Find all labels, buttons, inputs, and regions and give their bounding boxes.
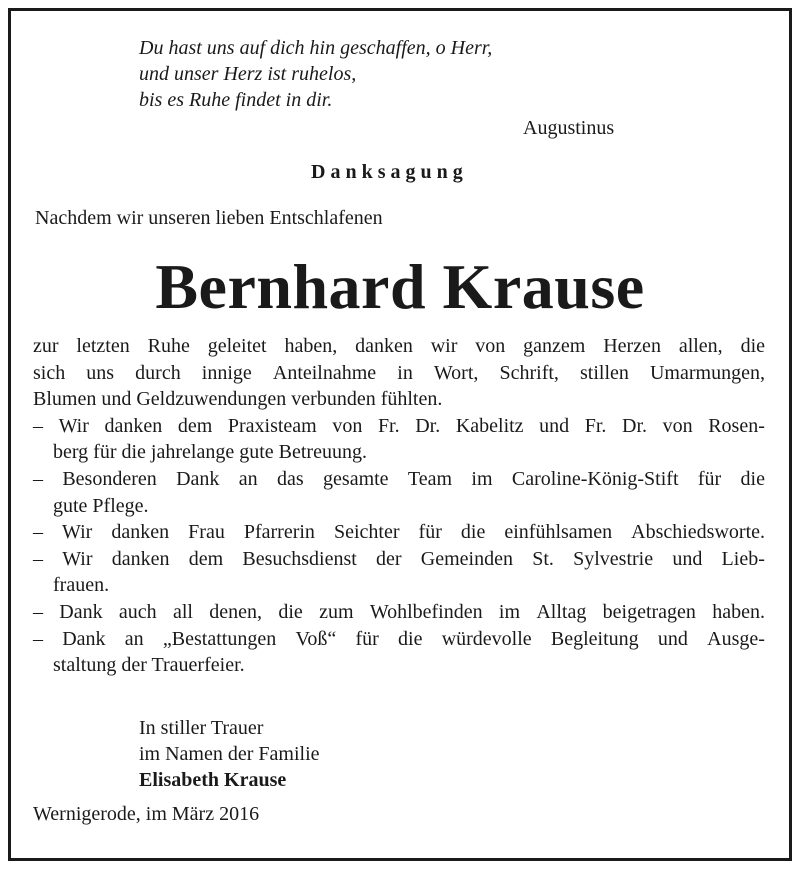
- closing-line-1: In stiller Trauer: [139, 717, 264, 739]
- deceased-name: Bernhard Krause: [155, 251, 645, 322]
- intro-text: Nachdem wir unseren lieben Entschlafenen: [35, 207, 383, 229]
- body-line: – Dank auch all denen, die zum Wohlbefinden im Alltag beigetragen haben.: [33, 600, 765, 623]
- body-line: staltung der Trauerfeier.: [53, 654, 245, 677]
- body-line: – Dank an „Bestattungen Voß“ für die würdevolle Begleitung und Ausge-: [33, 627, 765, 650]
- quote-author: Augustinus: [523, 117, 615, 139]
- quote-line-2: und unser Herz ist ruhelos,: [139, 63, 357, 85]
- body-line: – Wir danken dem Besuchsdienst der Gemeinden St. Sylvestrie und Lieb-: [33, 547, 765, 570]
- quote-line-1: Du hast uns auf dich hin geschaffen, o Herr,: [139, 37, 493, 59]
- closing-block: [139, 715, 320, 793]
- body-line: sich uns durch innige Anteilnahme in Wort, Schrift, stillen Umarmungen,: [33, 361, 765, 384]
- body-line: – Besonderen Dank an das gesamte Team im Caroline-König-Stift für die: [33, 467, 765, 490]
- body-line: zur letzten Ruhe geleitet haben, danken wir von ganzem Herzen allen, die: [33, 335, 765, 357]
- body-line: frauen.: [53, 574, 110, 597]
- place-date: Wernigerode, im März 2016: [33, 803, 260, 825]
- thanks-body: [33, 333, 765, 679]
- quote-block: [139, 35, 492, 113]
- closing-line-2: im Namen der Familie: [139, 743, 320, 765]
- body-line: Blumen und Geldzuwendungen verbunden fühlten.: [33, 388, 443, 411]
- body-line: berg für die jahrelange gute Betreuung.: [53, 441, 367, 464]
- obituary-notice: [8, 8, 792, 861]
- quote-line-3: bis es Ruhe findet in dir.: [139, 89, 333, 111]
- signer-name: Elisabeth Krause: [139, 769, 287, 791]
- heading-danksagung: Danksagung: [311, 161, 468, 183]
- body-line: gute Pflege.: [53, 494, 149, 517]
- body-line: – Wir danken Frau Pfarrerin Seichter für die einfühlsamen Abschiedsworte.: [33, 521, 765, 544]
- body-line: – Wir danken dem Praxisteam von Fr. Dr. Kabelitz und Fr. Dr. von Rosen-: [33, 414, 765, 437]
